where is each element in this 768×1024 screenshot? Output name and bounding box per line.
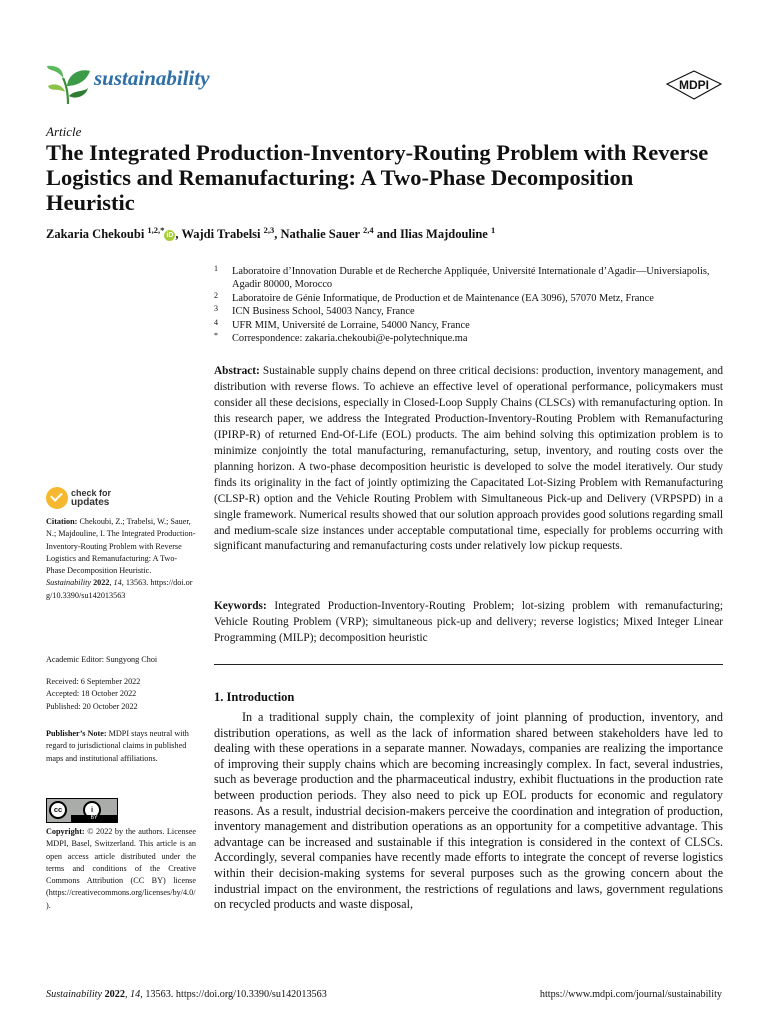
author-name[interactable]: Nathalie Sauer — [280, 227, 360, 242]
check-icon — [46, 487, 68, 509]
footer-citation: Sustainability 2022, 14, 13563. https://doi.org/10.3390/su142013563 — [46, 989, 327, 1000]
keywords-label: Keywords: — [214, 600, 267, 612]
check-updates-line2: updates — [71, 497, 110, 508]
paper-title: The Integrated Production-Inventory-Routing Problem with Reverse Logistics and Remanufacturing: A Two-Phase Decomposition Heuristic — [46, 140, 709, 215]
footer-year: 2022 — [104, 989, 125, 1000]
affiliation-number: 1 — [214, 264, 218, 273]
journal-name: sustainability — [94, 66, 210, 90]
orcid-icon[interactable]: iD — [166, 232, 174, 240]
publisher-note — [46, 728, 196, 765]
affiliation-text: UFR MIM, Université de Lorraine, 54000 Nancy, France — [232, 319, 470, 331]
footer-journal: Sustainability — [46, 989, 103, 1000]
publisher-note-label: Publisher’s Note: — [46, 729, 107, 738]
copyright-block — [46, 826, 196, 912]
author-affiliation-marker: 2,3 — [263, 225, 275, 235]
correspondence-text[interactable]: Correspondence: zakaria.chekoubi@e-polytechnique.ma — [232, 333, 468, 345]
affiliation-number: * — [214, 331, 218, 341]
citation-journal: Sustainability — [46, 578, 92, 588]
affiliation-item — [214, 265, 724, 292]
keywords — [214, 599, 723, 647]
publisher-note-text: MDPI stays neutral with regard to jurisdictional claims in published maps and institutional affiliations. — [46, 729, 189, 763]
author-affiliation-marker: 1 — [490, 225, 496, 235]
mdpi-logo-icon — [666, 70, 722, 100]
affiliation-item — [214, 305, 724, 318]
affiliation-text: Laboratoire de Génie Informatique, de Production et de Maintenance (EA 3096), 57070 Metz, France — [232, 292, 654, 304]
author-affiliation-marker: 1,2,* — [147, 225, 165, 235]
check-updates-line1: check for — [71, 488, 112, 498]
attribution-icon: i — [83, 801, 101, 819]
footer-doi[interactable]: , 13563. https://doi.org/10.3390/su142013563 — [140, 989, 327, 1000]
section-heading: 1. Introduction — [214, 690, 295, 704]
author-separator: and — [373, 227, 400, 242]
publication-dates — [46, 676, 196, 713]
affiliations — [214, 265, 724, 345]
author-separator: , — [274, 227, 281, 242]
received-date: Received: 6 September 2022 — [46, 677, 141, 686]
copyright-label: Copyright: — [46, 827, 85, 836]
accepted-date: Accepted: 18 October 2022 — [46, 689, 137, 699]
author-affiliation-marker: 2,4 — [362, 225, 374, 235]
citation-block: Citation: Chekoubi, Z.; Trabelsi, W.; Sauer, N.; Majdouline, I. The Integrated Production-Inventory-Routing Problem with Reverse Logistics and Remanufacturing: A Two-Phase Decomposition Heuristic. Sustainability 2022, 14, 13563. https://doi.org/10.3390/su142013563 — [46, 517, 196, 600]
academic-editor: Academic Editor: Sungyong Choi — [46, 655, 158, 664]
copyright-text: © 2022 by the authors. Licensee MDPI, Basel, Switzerland. This article is an open access article distributed under the terms and conditions of the Creative Commons Attribution (CC BY) license (https://creativecommons.org/licenses/by/4.0/). — [46, 827, 197, 910]
author-name[interactable]: Zakaria Chekoubi — [46, 227, 145, 242]
cc-by-label: BY — [71, 815, 117, 822]
author-list — [46, 225, 746, 242]
citation-doi[interactable]: , 13563. https://doi.org/10.3390/su142013563 — [46, 578, 193, 600]
author-name[interactable]: Wajdi Trabelsi — [181, 227, 261, 242]
citation-label: Citation: — [46, 517, 78, 526]
mdpi-wordmark: MDPI — [679, 78, 709, 92]
affiliation-text: Laboratoire d’Innovation Durable et de Recherche Appliquée, Université Internationale d’Agadir—Universiapolis, Agadir 80000, Morocco — [232, 266, 710, 291]
affiliation-number: 4 — [214, 317, 218, 327]
abstract-label: Abstract: — [214, 365, 260, 377]
author-name[interactable]: Ilias Majdouline — [399, 227, 488, 242]
author-separator: , — [175, 227, 182, 242]
keywords-text: Integrated Production-Inventory-Routing Problem; lot-sizing problem with remanufacturing; Vehicle Routing Problem (VRP); simultaneous pick-up and delivery; reverse logistics; Mixed Integer Linear Programming (MILP); decomposition heuristic — [214, 600, 723, 644]
footer-volume: 14 — [130, 989, 141, 1000]
article-type: Article — [46, 124, 82, 139]
citation-volume: 14 — [113, 578, 122, 588]
affiliation-text: ICN Business School, 54003 Nancy, France — [232, 306, 415, 318]
citation-text: Chekoubi, Z.; Trabelsi, W.; Sauer, N.; Majdouline, I. The Integrated Production-Inventory-Routing Problem with Reverse Logistics and Remanufacturing: A Two-Phase Decomposition Heuristic. — [46, 517, 196, 576]
abstract — [214, 364, 723, 555]
affiliation-item — [214, 319, 724, 332]
check-for-updates-badge[interactable] — [46, 487, 166, 515]
correspondence — [214, 332, 724, 345]
section-divider — [214, 664, 723, 665]
abstract-text: Sustainable supply chains depend on three critical decisions: production, inventory management, and distribution with reverse flows. To achieve an effective level of operational performance, policymakers must consider all these decisions, especially in Closed-Loop Supply Chains (CLSCs) with remanufacturing option. In this research paper, we address the Integrated Production-Inventory-Routing Problem with Remanufacturing (IPIRP-R) of returned End-Of-Life (EOL) products. The aim behind solving this optimization problem is to minimize conjointly the total manufacturing, remanufacturing, setup, inventory, and routing costs over the planning horizon. A two-phase decomposition heuristic is developed to solve the model iteratively. Our study finds its originality in the fact of jointly optimizing the Capacitated Lot-Sizing Problem with Remanufacturing (CLSP-R) option and the Vehicle Routing Problem with Simultaneous Pick-up and Delivery (VRPSPD) in a single framework. Numerical results showed that our solution approach provides good solutions regarding small and medium-scale size instances under acceptable computational time, especially for problems occurring with significant manufacturing and remanufacturing costs under relatively low pickup requests. — [214, 365, 724, 553]
affiliation-number: 2 — [214, 290, 218, 300]
affiliation-number: 3 — [214, 304, 218, 314]
introduction-paragraph: In a traditional supply chain, the complexity of joint planning of production, inventory, and distribution operations, as well as the lack of information shared between stakeholders have led to dealing with these operations in a separate manner. Nowadays, companies are realizing the importance of improving their supply chains which are becoming increasingly complex. In fact, several industries, such as beverage production and the pharmaceutical industry, exhibit fluctuations in the production rate between production periods. They also need to pick up EOL products for economic and regulatory reasons. As a result, industrial decision-makers perceive the coordination and integration of production, inventory management and distribution operations as an opportunity for a competitive advantage. This advantage can be increased and sustainable if this integration is considered in the context of CLSCs. Accordingly, several companies have recently made efforts to integrate the concept of reverse logistics within their decision-making systems for several purposes such as the growing concern about the industrial impact on the environment, the restrictions of regulations and laws, government regulations on recycled products and waste disposal, — [214, 710, 723, 912]
published-date: Published: 20 October 2022 — [46, 701, 138, 711]
footer-journal-url[interactable]: https://www.mdpi.com/journal/sustainability — [539, 989, 722, 1000]
sustainability-logo-icon — [46, 62, 92, 106]
affiliation-item — [214, 292, 724, 305]
cc-by-license-icon[interactable] — [46, 798, 118, 823]
cc-icon: cc — [49, 801, 67, 819]
citation-year: 2022 — [93, 578, 110, 588]
